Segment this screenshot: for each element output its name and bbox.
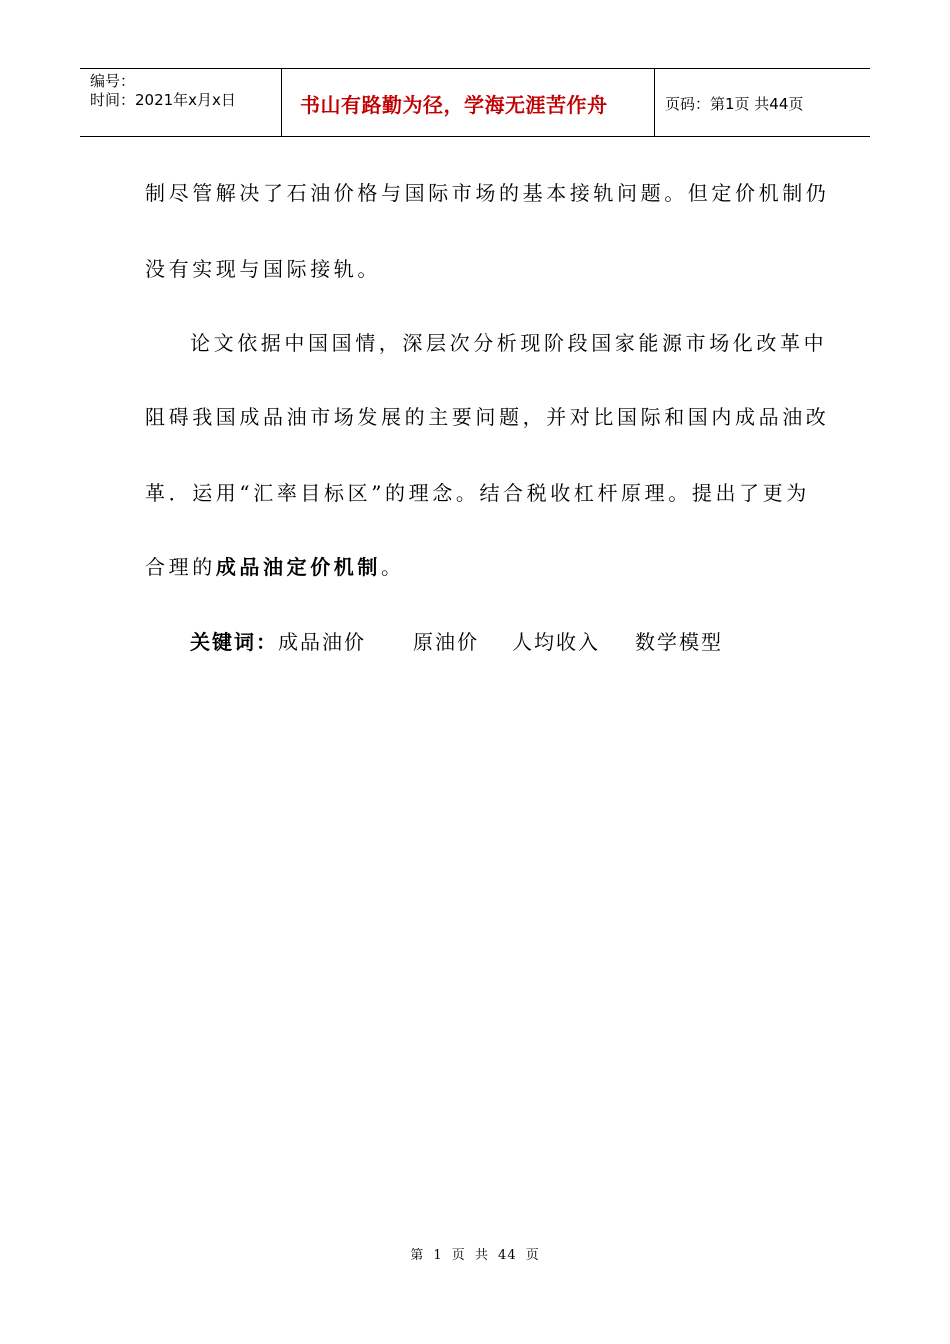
keywords-label: 关键词： xyxy=(190,630,278,654)
keyword-item: 人均收入 xyxy=(512,630,600,654)
document-time-label: 时间：2021年x月x日 xyxy=(90,91,236,109)
page-footer: 第 1 页 共 44 页 xyxy=(410,1248,540,1263)
keyword-item: 数学模型 xyxy=(635,630,723,654)
body-line-6-suffix: 。 xyxy=(381,555,405,579)
header-page-info: 页码：第1页 共44页 xyxy=(665,95,804,113)
header-info-cell xyxy=(80,69,282,136)
body-line-3: 论文依据中国国情，深层次分析现阶段国家能源市场化改革中 xyxy=(190,331,828,355)
keyword-item: 原油价 xyxy=(413,630,479,654)
body-line-6-emphasis: 成品油定价机制 xyxy=(215,555,382,579)
body-line-6 xyxy=(145,555,405,579)
body-line-6-prefix: 合理的 xyxy=(145,555,216,579)
header-page-cell xyxy=(655,69,870,136)
body-line-4: 阻碍我国成品油市场发展的主要问题，并对比国际和国内成品油改 xyxy=(145,405,830,429)
body-line-5: 革．运用“汇率目标区”的理念。结合税收杠杆原理。提出了更为 xyxy=(145,481,810,505)
document-number-label: 编号： xyxy=(90,72,136,90)
header-motto: 书山有路勤为径，学海无涯苦作舟 xyxy=(300,93,608,117)
header-motto-cell xyxy=(282,69,655,136)
keyword-item: 成品油价 xyxy=(278,630,366,654)
document-header xyxy=(80,68,870,137)
body-line-2: 没有实现与国际接轨。 xyxy=(145,257,381,281)
body-line-1: 制尽管解决了石油价格与国际市场的基本接轨问题。但定价机制仍 xyxy=(145,181,830,205)
